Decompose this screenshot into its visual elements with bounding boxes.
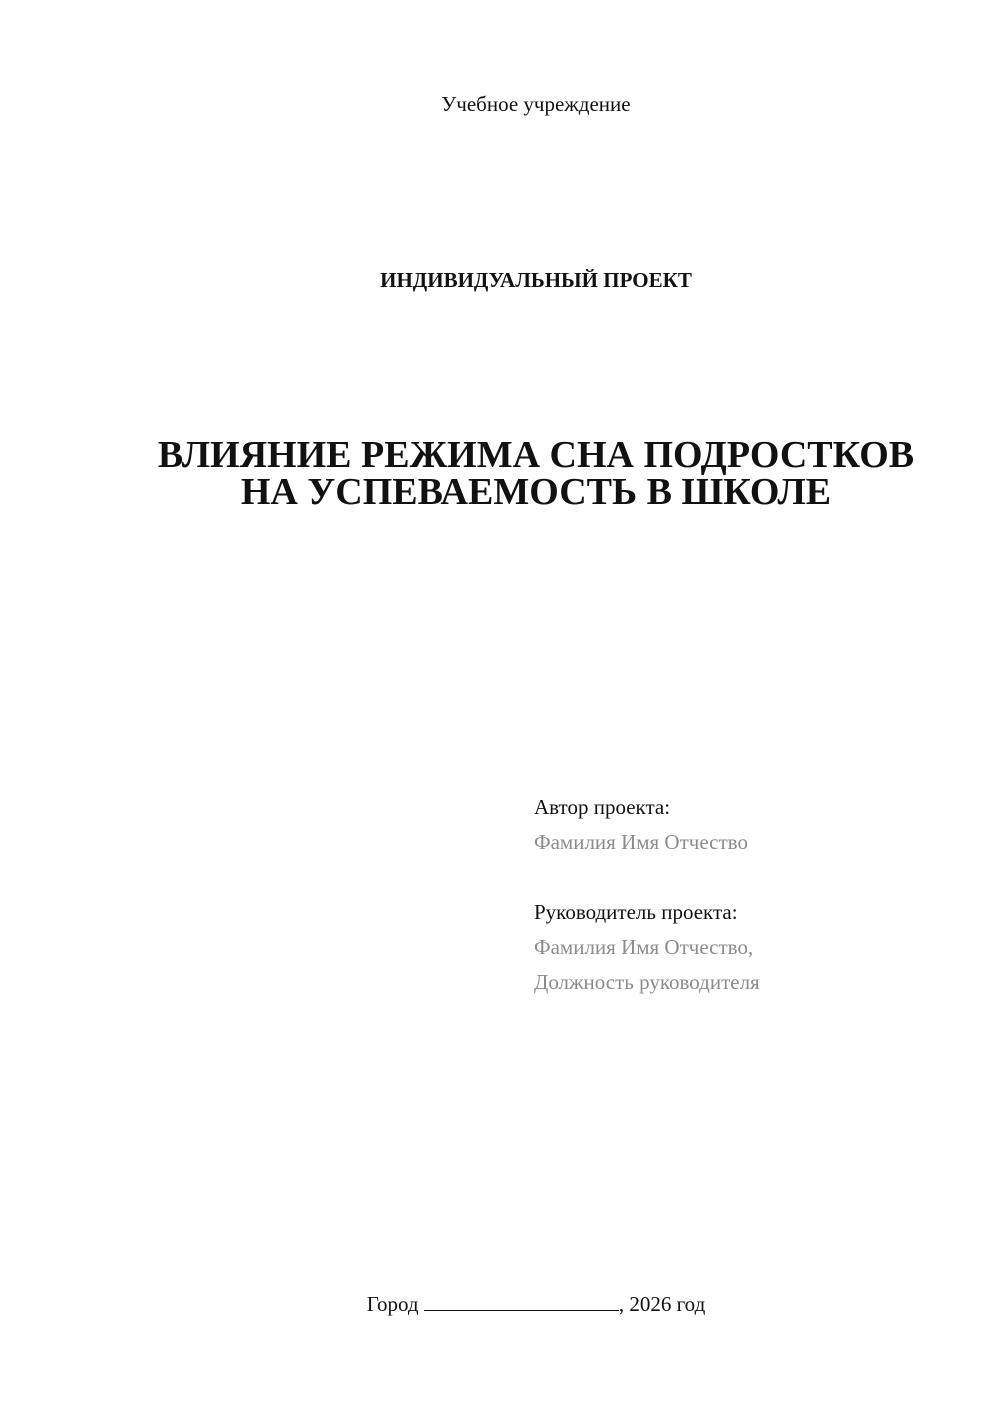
- project-title-line-2: НА УСПЕВАЕМОСТЬ В ШКОЛЕ: [240, 471, 832, 513]
- supervisor-name: Фамилия Имя Отчество,: [534, 935, 754, 959]
- year-text: , 2026 год: [618, 1292, 706, 1316]
- project-title: [0, 434, 1000, 513]
- supervisor-position: Должность руководителя: [534, 970, 760, 994]
- city-blank-line: [424, 1290, 619, 1311]
- city-year-line: [0, 1290, 1000, 1317]
- project-title-line-1: ВЛИЯНИЕ РЕЖИМА СНА ПОДРОСТКОВ: [157, 434, 915, 476]
- author-name: Фамилия Имя Отчество: [534, 830, 748, 854]
- author-label: Автор проекта:: [534, 795, 671, 819]
- institution-name: Учебное учреждение: [441, 92, 631, 116]
- spacer: [534, 860, 974, 895]
- credits-block: [534, 790, 974, 1000]
- document-type: ИНДИВИДУАЛЬНЫЙ ПРОЕКТ: [380, 268, 692, 292]
- city-label: Город: [366, 1292, 419, 1316]
- supervisor-label: Руководитель проекта:: [534, 900, 738, 924]
